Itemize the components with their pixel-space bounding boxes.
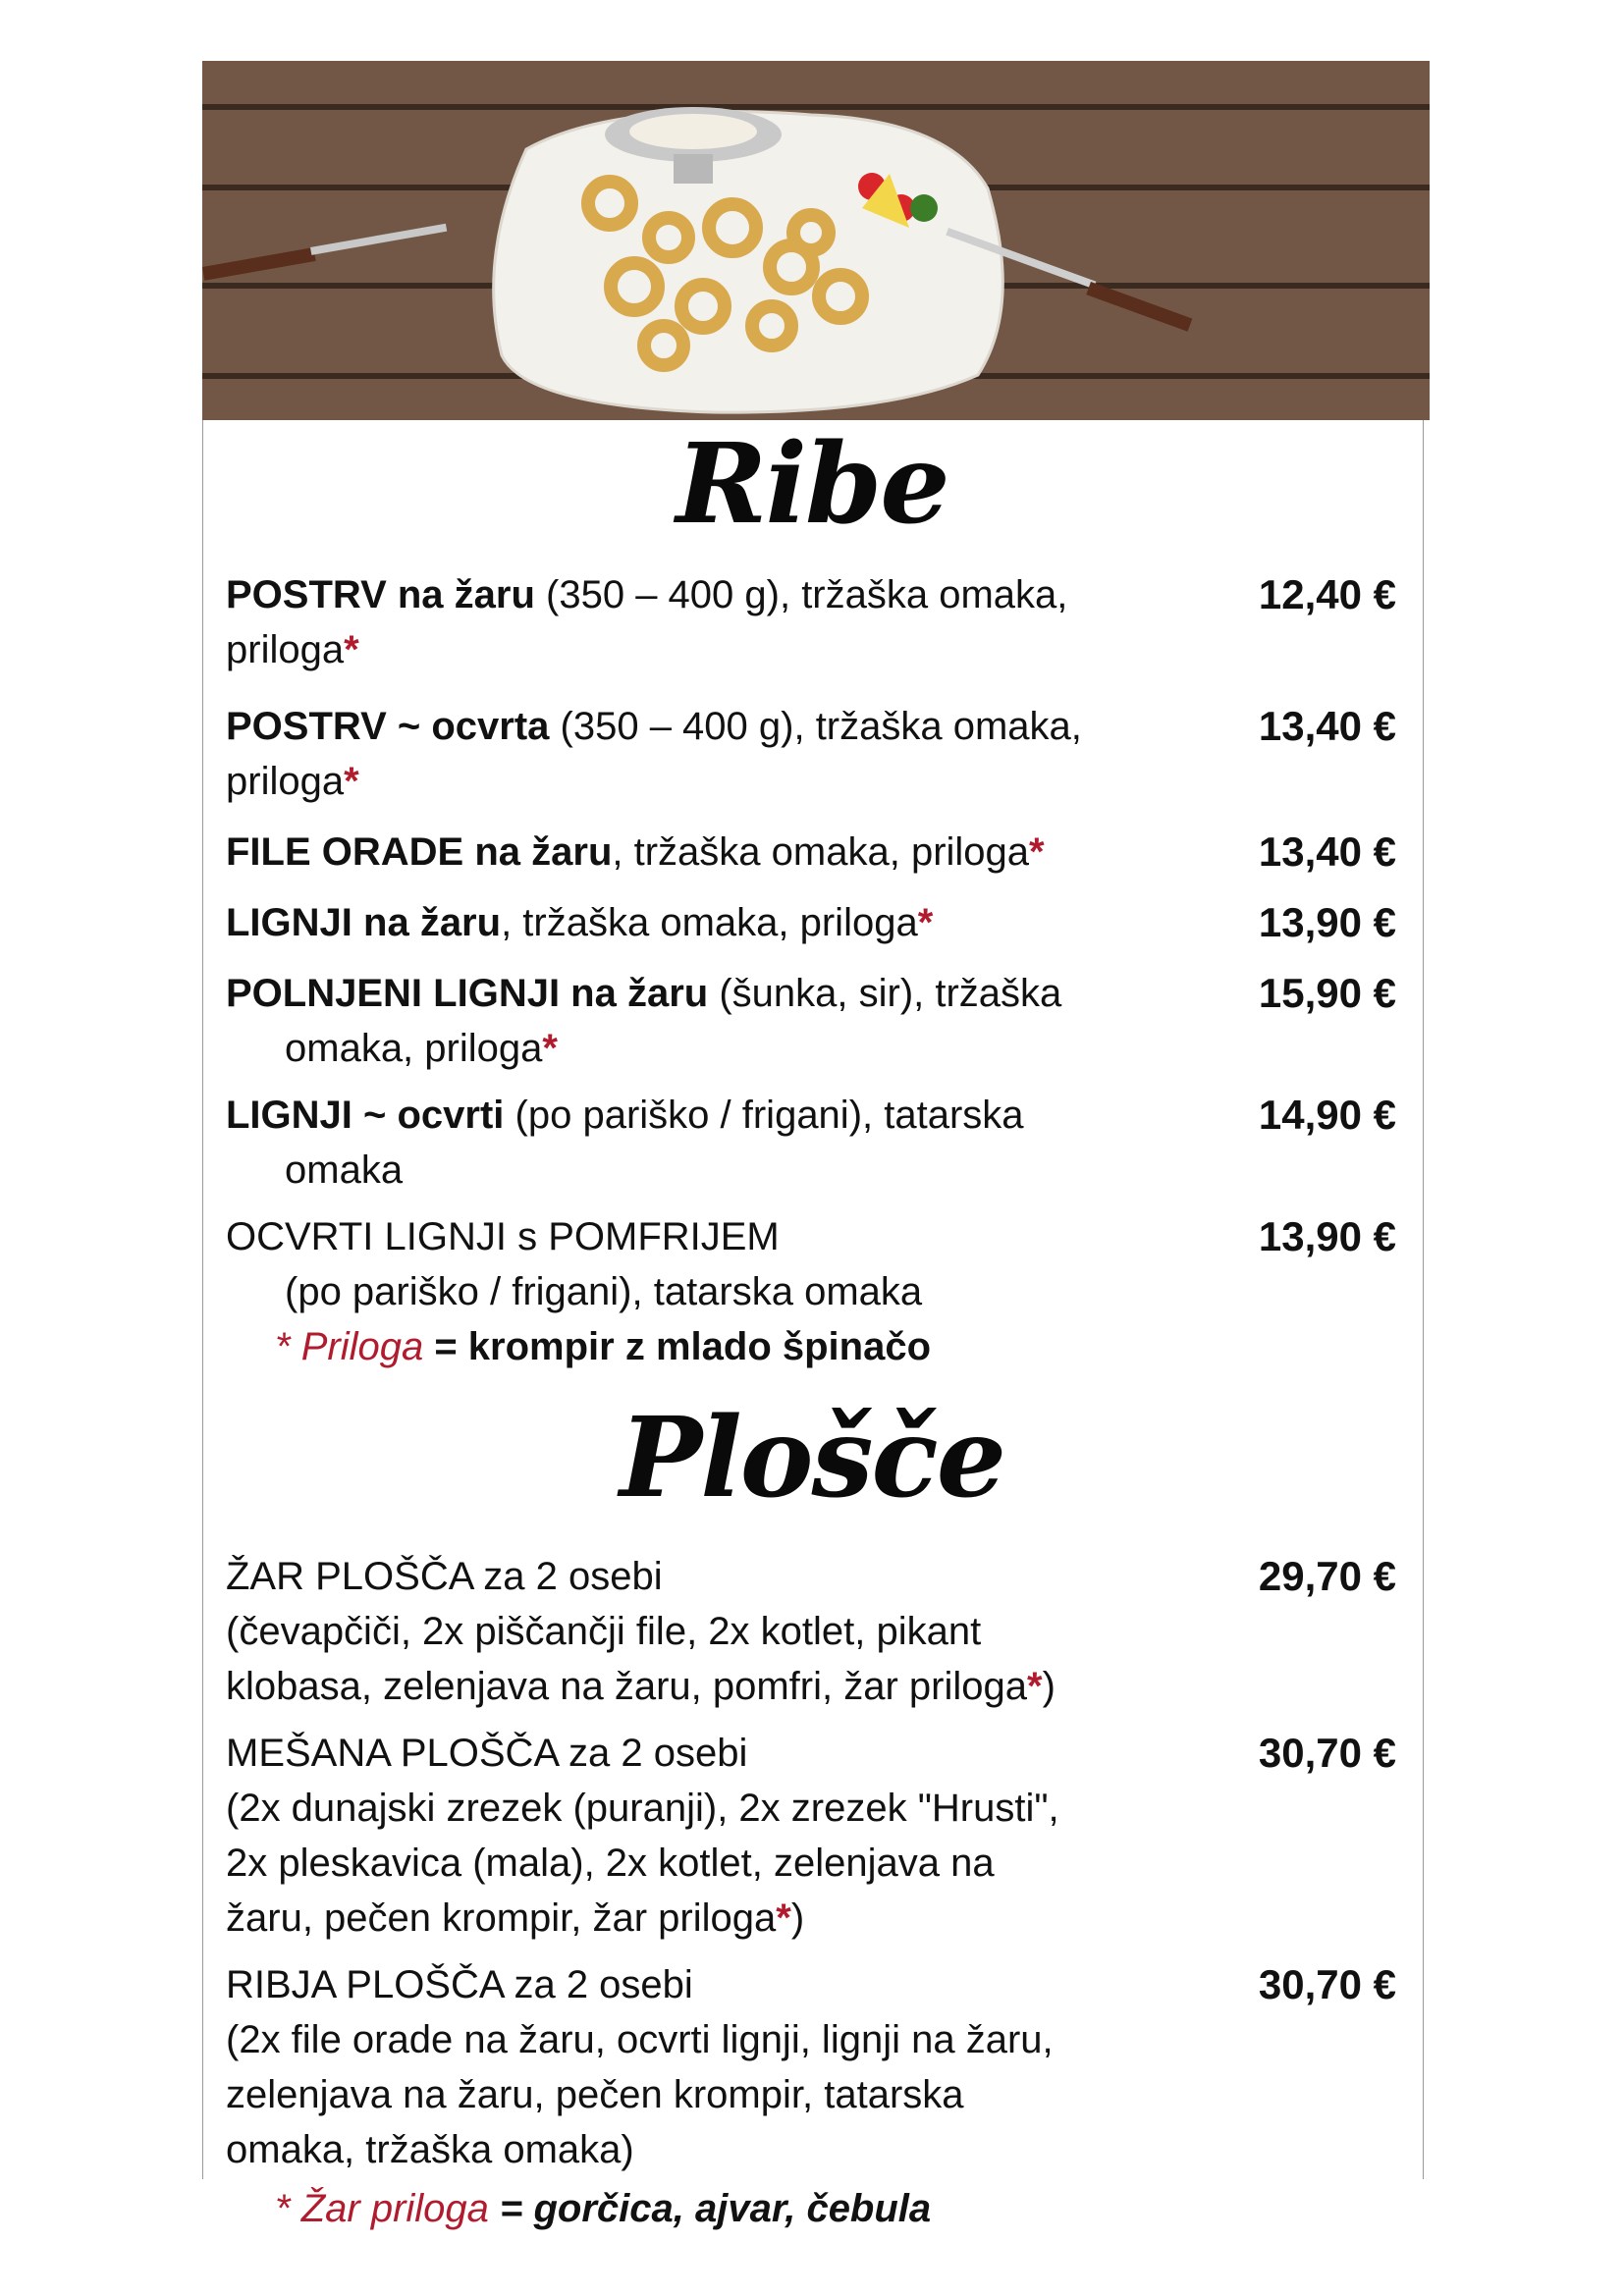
price: 29,70 € <box>1258 1553 1396 1599</box>
section-title-ribe: Ribe <box>676 420 948 549</box>
footnote-priloga: * Priloga = krompir z mlado špinačo <box>275 1325 932 1368</box>
menu-item: ŽAR PLOŠČA za 2 osebi (čevapčiči, 2x piščančji file, 2x kotlet, pikant klobasa, zelenjava na žaru, pomfri, žar priloga*) 29,70 € <box>226 1549 1404 1714</box>
price: 14,90 € <box>1258 1092 1396 1138</box>
menu-item: OCVRTI LIGNJI s POMFRIJEM (po pariško / frigani), tatarska omaka 13,90 € <box>226 1209 1404 1319</box>
price: 30,70 € <box>1258 1730 1396 1776</box>
menu-item: RIBJA PLOŠČA za 2 osebi (2x file orade na žaru, ocvrti lignji, lignji na žaru, zelenjava na žaru, pečen krompir, tatarska omaka, tržaška omaka) 30,70 € <box>226 1957 1404 2177</box>
menu-item: POSTRV ~ ocvrta (350 – 400 g), tržaška omaka, priloga* 13,40 € <box>226 699 1404 809</box>
price: 13,40 € <box>1258 828 1396 875</box>
menu-item: LIGNJI na žaru, tržaška omaka, priloga* 13,90 € <box>226 895 1404 950</box>
price: 13,90 € <box>1258 899 1396 945</box>
section-title-plosce: Plošče <box>620 1394 1004 1522</box>
menu-item: LIGNJI ~ ocvrti (po pariško / frigani), tatarska omaka 14,90 € <box>226 1088 1404 1198</box>
menu-item: MEŠANA PLOŠČA za 2 osebi (2x dunajski zrezek (puranji), 2x zrezek "Hrusti", 2x pleskavica (mala), 2x kotlet, zelenjava na žaru, pečen krompir, žar priloga*) 30,70 € <box>226 1726 1404 1946</box>
price: 12,40 € <box>1258 571 1396 617</box>
price: 13,90 € <box>1258 1213 1396 1259</box>
price: 13,40 € <box>1258 703 1396 749</box>
hero-photo <box>202 61 1430 420</box>
menu-item: POLNJENI LIGNJI na žaru (šunka, sir), tržaška omaka, priloga* 15,90 € <box>226 966 1404 1076</box>
price: 15,90 € <box>1258 970 1396 1016</box>
menu-item: POSTRV na žaru (350 – 400 g), tržaška omaka, priloga* 12,40 € <box>226 567 1404 677</box>
price: 30,70 € <box>1258 1961 1396 2007</box>
menu-item: FILE ORADE na žaru, tržaška omaka, priloga* 13,40 € <box>226 825 1404 880</box>
footnote-zar-priloga: * Žar priloga = gorčica, ajvar, čebula <box>275 2187 932 2230</box>
fried-calamari-plate-icon <box>202 61 1430 420</box>
